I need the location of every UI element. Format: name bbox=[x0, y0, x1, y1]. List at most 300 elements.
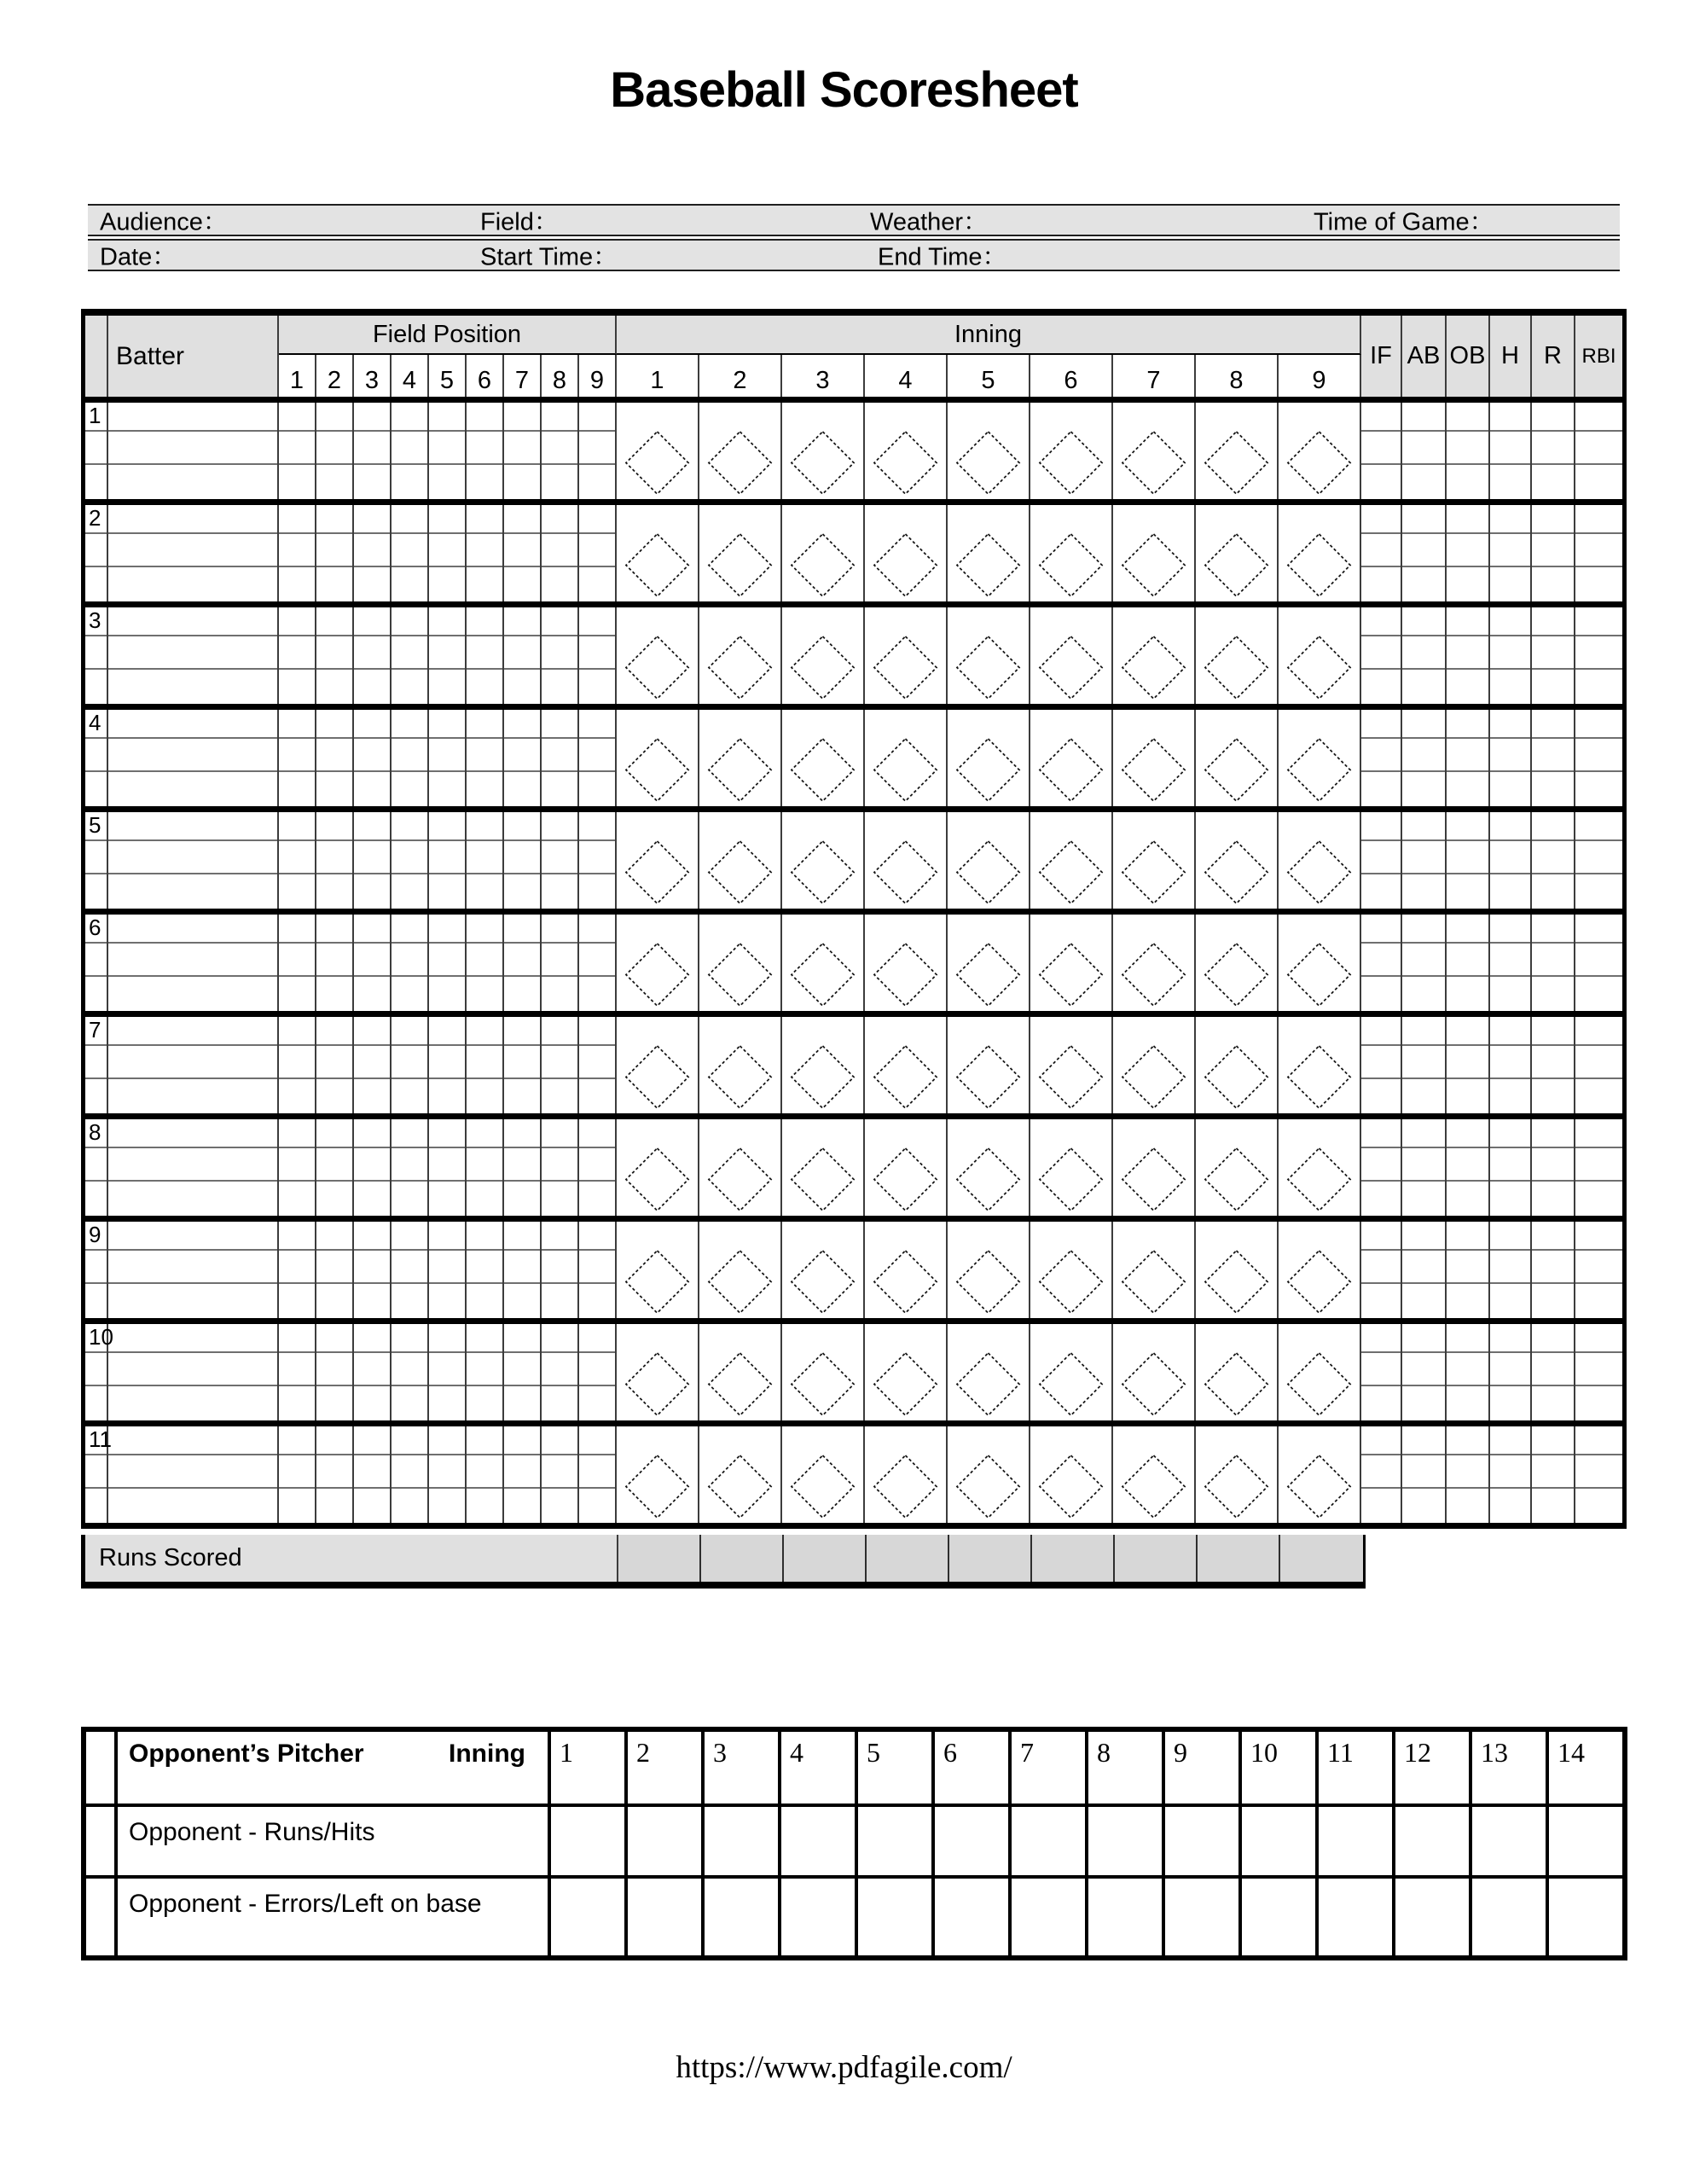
position-cell[interactable] bbox=[542, 1119, 579, 1216]
position-cell-line[interactable] bbox=[429, 739, 465, 772]
stat-cell-line[interactable] bbox=[1490, 465, 1530, 499]
inning-cell[interactable] bbox=[1196, 915, 1279, 1011]
stat-cell-line[interactable] bbox=[1532, 607, 1574, 636]
inning-cell[interactable] bbox=[1113, 403, 1196, 499]
stat-cell-line[interactable] bbox=[1490, 1455, 1530, 1489]
position-cell-line[interactable] bbox=[392, 710, 427, 739]
inning-cell[interactable] bbox=[1196, 1222, 1279, 1318]
stat-cell-line[interactable] bbox=[1361, 977, 1401, 1011]
stat-cell[interactable] bbox=[1402, 1017, 1447, 1113]
position-cell-line[interactable] bbox=[354, 1182, 390, 1216]
stat-cell-line[interactable] bbox=[1575, 710, 1622, 739]
inning-cell[interactable] bbox=[782, 812, 865, 909]
position-cell-line[interactable] bbox=[542, 1046, 577, 1079]
position-cell[interactable] bbox=[579, 1119, 617, 1216]
position-cell-line[interactable] bbox=[279, 1079, 315, 1113]
position-cell-line[interactable] bbox=[429, 1284, 465, 1318]
stat-cell-line[interactable] bbox=[1402, 1455, 1445, 1489]
stat-cell-line[interactable] bbox=[1447, 812, 1488, 841]
position-cell-line[interactable] bbox=[542, 670, 577, 704]
position-cell[interactable] bbox=[316, 403, 354, 499]
position-cell-line[interactable] bbox=[354, 1222, 390, 1251]
position-cell-line[interactable] bbox=[316, 465, 352, 499]
position-cell-line[interactable] bbox=[392, 915, 427, 944]
stat-cell-line[interactable] bbox=[1447, 944, 1488, 977]
stat-cell-line[interactable] bbox=[1447, 636, 1488, 670]
stat-cell-line[interactable] bbox=[1575, 505, 1622, 534]
batter-name-cell[interactable] bbox=[108, 1324, 279, 1420]
inning-cell[interactable] bbox=[699, 607, 782, 704]
position-cell-line[interactable] bbox=[542, 812, 577, 841]
position-cell[interactable] bbox=[316, 1222, 354, 1318]
stat-cell-line[interactable] bbox=[1361, 944, 1401, 977]
batter-name-cell-line[interactable] bbox=[108, 944, 277, 977]
position-cell-line[interactable] bbox=[542, 739, 577, 772]
position-cell-line[interactable] bbox=[316, 607, 352, 636]
batter-name-cell-line[interactable] bbox=[108, 567, 277, 601]
position-cell-line[interactable] bbox=[579, 1386, 615, 1420]
stat-cell-line[interactable] bbox=[1490, 1386, 1530, 1420]
position-cell-line[interactable] bbox=[279, 841, 315, 874]
inning-cell[interactable] bbox=[617, 403, 699, 499]
stat-cell-line[interactable] bbox=[1575, 977, 1622, 1011]
position-cell-line[interactable] bbox=[467, 1222, 502, 1251]
position-cell-line[interactable] bbox=[354, 505, 390, 534]
position-cell-line[interactable] bbox=[504, 534, 540, 567]
inning-cell[interactable] bbox=[865, 505, 948, 601]
inning-cell[interactable] bbox=[1113, 812, 1196, 909]
position-cell[interactable] bbox=[579, 915, 617, 1011]
inning-cell[interactable] bbox=[782, 607, 865, 704]
position-cell-line[interactable] bbox=[467, 534, 502, 567]
stat-cell-line[interactable] bbox=[1402, 739, 1445, 772]
position-cell[interactable] bbox=[429, 710, 467, 806]
inning-cell[interactable] bbox=[1279, 710, 1361, 806]
position-cell-line[interactable] bbox=[467, 1455, 502, 1489]
position-cell-line[interactable] bbox=[579, 567, 615, 601]
position-cell-line[interactable] bbox=[579, 670, 615, 704]
stat-cell-line[interactable] bbox=[1402, 1046, 1445, 1079]
inning-cell[interactable] bbox=[1279, 915, 1361, 1011]
position-cell-line[interactable] bbox=[542, 874, 577, 909]
stat-cell-line[interactable] bbox=[1447, 874, 1488, 909]
inning-cell[interactable] bbox=[782, 1222, 865, 1318]
opponent-cell[interactable] bbox=[1238, 1804, 1315, 1875]
opponent-cell[interactable] bbox=[1162, 1804, 1238, 1875]
position-cell-line[interactable] bbox=[579, 1079, 615, 1113]
stat-cell-line[interactable] bbox=[1490, 432, 1530, 465]
stat-cell[interactable] bbox=[1447, 1324, 1490, 1420]
position-cell[interactable] bbox=[279, 607, 316, 704]
batter-name-cell-line[interactable] bbox=[108, 1284, 277, 1318]
position-cell-line[interactable] bbox=[504, 607, 540, 636]
stat-cell[interactable] bbox=[1490, 1017, 1532, 1113]
position-cell-line[interactable] bbox=[279, 465, 315, 499]
position-cell[interactable] bbox=[467, 1222, 504, 1318]
stat-cell-line[interactable] bbox=[1532, 636, 1574, 670]
position-cell-line[interactable] bbox=[316, 1046, 352, 1079]
position-cell-line[interactable] bbox=[354, 1426, 390, 1455]
stat-cell-line[interactable] bbox=[1490, 636, 1530, 670]
stat-cell[interactable] bbox=[1402, 1222, 1447, 1318]
stat-cell-line[interactable] bbox=[1532, 1148, 1574, 1182]
stat-cell-line[interactable] bbox=[1490, 1079, 1530, 1113]
position-cell[interactable] bbox=[467, 607, 504, 704]
stat-cell-line[interactable] bbox=[1402, 1324, 1445, 1353]
stat-cell[interactable] bbox=[1532, 1017, 1575, 1113]
stat-cell-line[interactable] bbox=[1402, 772, 1445, 806]
batter-name-cell-line[interactable] bbox=[108, 505, 277, 534]
stat-cell-line[interactable] bbox=[1361, 607, 1401, 636]
inning-cell[interactable] bbox=[865, 403, 948, 499]
position-cell-line[interactable] bbox=[579, 1119, 615, 1148]
position-cell[interactable] bbox=[354, 1119, 392, 1216]
stat-cell-line[interactable] bbox=[1447, 1119, 1488, 1148]
position-cell[interactable] bbox=[467, 403, 504, 499]
position-cell[interactable] bbox=[467, 1119, 504, 1216]
stat-cell[interactable] bbox=[1402, 403, 1447, 499]
position-cell-line[interactable] bbox=[579, 1251, 615, 1284]
stat-cell-line[interactable] bbox=[1361, 772, 1401, 806]
position-cell[interactable] bbox=[392, 505, 429, 601]
position-cell-line[interactable] bbox=[279, 1353, 315, 1386]
position-cell[interactable] bbox=[392, 1324, 429, 1420]
runs-scored-cell[interactable] bbox=[1280, 1535, 1363, 1582]
position-cell-line[interactable] bbox=[542, 944, 577, 977]
position-cell-line[interactable] bbox=[467, 432, 502, 465]
stat-cell-line[interactable] bbox=[1575, 1386, 1622, 1420]
stat-cell-line[interactable] bbox=[1575, 1182, 1622, 1216]
batter-name-cell-line[interactable] bbox=[108, 432, 277, 465]
position-cell-line[interactable] bbox=[579, 1182, 615, 1216]
position-cell-line[interactable] bbox=[542, 772, 577, 806]
position-cell-line[interactable] bbox=[392, 1386, 427, 1420]
position-cell[interactable] bbox=[316, 505, 354, 601]
opponent-cell[interactable] bbox=[931, 1875, 1008, 1955]
inning-cell[interactable] bbox=[782, 915, 865, 1011]
position-cell-line[interactable] bbox=[392, 1353, 427, 1386]
position-cell-line[interactable] bbox=[579, 1455, 615, 1489]
position-cell-line[interactable] bbox=[279, 1119, 315, 1148]
position-cell[interactable] bbox=[316, 710, 354, 806]
position-cell-line[interactable] bbox=[279, 403, 315, 432]
stat-cell-line[interactable] bbox=[1532, 670, 1574, 704]
stat-cell-line[interactable] bbox=[1402, 432, 1445, 465]
position-cell-line[interactable] bbox=[279, 1386, 315, 1420]
inning-cell[interactable] bbox=[865, 915, 948, 1011]
position-cell-line[interactable] bbox=[392, 1426, 427, 1455]
position-cell-line[interactable] bbox=[429, 1222, 465, 1251]
position-cell-line[interactable] bbox=[579, 1148, 615, 1182]
position-cell-line[interactable] bbox=[579, 636, 615, 670]
inning-cell[interactable] bbox=[1279, 1222, 1361, 1318]
batter-name-cell-line[interactable] bbox=[108, 874, 277, 909]
position-cell[interactable] bbox=[504, 1119, 542, 1216]
stat-cell[interactable] bbox=[1447, 607, 1490, 704]
stat-cell-line[interactable] bbox=[1575, 874, 1622, 909]
stat-cell-line[interactable] bbox=[1402, 505, 1445, 534]
position-cell-line[interactable] bbox=[504, 403, 540, 432]
stat-cell-line[interactable] bbox=[1402, 1079, 1445, 1113]
stat-cell-line[interactable] bbox=[1402, 710, 1445, 739]
inning-cell[interactable] bbox=[699, 812, 782, 909]
position-cell[interactable] bbox=[354, 607, 392, 704]
batter-name-cell-line[interactable] bbox=[108, 607, 277, 636]
position-cell-line[interactable] bbox=[316, 1148, 352, 1182]
stat-cell-line[interactable] bbox=[1575, 772, 1622, 806]
stat-cell[interactable] bbox=[1490, 915, 1532, 1011]
stat-cell-line[interactable] bbox=[1532, 1046, 1574, 1079]
inning-cell[interactable] bbox=[1113, 1426, 1196, 1523]
stat-cell-line[interactable] bbox=[1490, 1148, 1530, 1182]
stat-cell-line[interactable] bbox=[1490, 505, 1530, 534]
opponent-cell[interactable] bbox=[1315, 1875, 1392, 1955]
inning-cell[interactable] bbox=[1030, 1222, 1113, 1318]
position-cell-line[interactable] bbox=[392, 1017, 427, 1046]
position-cell-line[interactable] bbox=[579, 1426, 615, 1455]
position-cell-line[interactable] bbox=[392, 432, 427, 465]
stat-cell-line[interactable] bbox=[1402, 812, 1445, 841]
stat-cell-line[interactable] bbox=[1490, 1182, 1530, 1216]
position-cell-line[interactable] bbox=[542, 841, 577, 874]
position-cell[interactable] bbox=[542, 403, 579, 499]
stat-cell-line[interactable] bbox=[1575, 944, 1622, 977]
stat-cell-line[interactable] bbox=[1361, 1079, 1401, 1113]
runs-scored-cell[interactable] bbox=[618, 1535, 701, 1582]
stat-cell-line[interactable] bbox=[1532, 1386, 1574, 1420]
stat-cell-line[interactable] bbox=[1532, 505, 1574, 534]
position-cell[interactable] bbox=[542, 1222, 579, 1318]
position-cell-line[interactable] bbox=[504, 567, 540, 601]
batter-name-cell-line[interactable] bbox=[108, 812, 277, 841]
position-cell[interactable] bbox=[467, 915, 504, 1011]
position-cell-line[interactable] bbox=[504, 739, 540, 772]
stat-cell-line[interactable] bbox=[1361, 1182, 1401, 1216]
batter-name-cell[interactable] bbox=[108, 1119, 279, 1216]
position-cell-line[interactable] bbox=[504, 1046, 540, 1079]
position-cell[interactable] bbox=[316, 812, 354, 909]
stat-cell-line[interactable] bbox=[1447, 1148, 1488, 1182]
position-cell-line[interactable] bbox=[467, 670, 502, 704]
stat-cell-line[interactable] bbox=[1532, 772, 1574, 806]
position-cell-line[interactable] bbox=[542, 636, 577, 670]
inning-cell[interactable] bbox=[782, 403, 865, 499]
stat-cell-line[interactable] bbox=[1447, 465, 1488, 499]
opponent-cell[interactable] bbox=[1085, 1875, 1162, 1955]
stat-cell-line[interactable] bbox=[1532, 1079, 1574, 1113]
stat-cell-line[interactable] bbox=[1532, 1182, 1574, 1216]
stat-cell-line[interactable] bbox=[1490, 607, 1530, 636]
position-cell-line[interactable] bbox=[316, 1353, 352, 1386]
stat-cell-line[interactable] bbox=[1447, 1251, 1488, 1284]
stat-cell-line[interactable] bbox=[1490, 915, 1530, 944]
stat-cell-line[interactable] bbox=[1575, 465, 1622, 499]
stat-cell[interactable] bbox=[1575, 1017, 1622, 1113]
stat-cell[interactable] bbox=[1447, 1222, 1490, 1318]
position-cell-line[interactable] bbox=[429, 534, 465, 567]
stat-cell-line[interactable] bbox=[1490, 841, 1530, 874]
stat-cell-line[interactable] bbox=[1575, 739, 1622, 772]
stat-cell-line[interactable] bbox=[1575, 1426, 1622, 1455]
batter-name-cell-line[interactable] bbox=[108, 1386, 277, 1420]
position-cell[interactable] bbox=[579, 1017, 617, 1113]
position-cell-line[interactable] bbox=[392, 944, 427, 977]
position-cell-line[interactable] bbox=[392, 1489, 427, 1523]
position-cell[interactable] bbox=[504, 710, 542, 806]
batter-name-cell-line[interactable] bbox=[108, 636, 277, 670]
position-cell-line[interactable] bbox=[429, 636, 465, 670]
position-cell-line[interactable] bbox=[392, 534, 427, 567]
position-cell[interactable] bbox=[542, 1426, 579, 1523]
position-cell-line[interactable] bbox=[429, 465, 465, 499]
stat-cell-line[interactable] bbox=[1361, 1426, 1401, 1455]
position-cell-line[interactable] bbox=[392, 607, 427, 636]
position-cell-line[interactable] bbox=[392, 465, 427, 499]
opponent-cell[interactable] bbox=[624, 1804, 701, 1875]
stat-cell[interactable] bbox=[1532, 505, 1575, 601]
batter-name-cell[interactable] bbox=[108, 1426, 279, 1523]
stat-cell-line[interactable] bbox=[1575, 1046, 1622, 1079]
inning-cell[interactable] bbox=[1030, 1324, 1113, 1420]
position-cell-line[interactable] bbox=[429, 1455, 465, 1489]
stat-cell-line[interactable] bbox=[1361, 1222, 1401, 1251]
inning-cell[interactable] bbox=[1030, 1119, 1113, 1216]
stat-cell[interactable] bbox=[1402, 1119, 1447, 1216]
position-cell[interactable] bbox=[579, 1222, 617, 1318]
position-cell-line[interactable] bbox=[429, 607, 465, 636]
position-cell-line[interactable] bbox=[542, 505, 577, 534]
position-cell-line[interactable] bbox=[504, 1284, 540, 1318]
stat-cell-line[interactable] bbox=[1532, 1426, 1574, 1455]
stat-cell-line[interactable] bbox=[1447, 1386, 1488, 1420]
stat-cell-line[interactable] bbox=[1490, 1324, 1530, 1353]
opponent-cell[interactable] bbox=[1469, 1875, 1546, 1955]
position-cell-line[interactable] bbox=[392, 1222, 427, 1251]
position-cell-line[interactable] bbox=[429, 710, 465, 739]
inning-cell[interactable] bbox=[1279, 403, 1361, 499]
inning-cell[interactable] bbox=[1113, 1017, 1196, 1113]
inning-cell[interactable] bbox=[699, 1426, 782, 1523]
stat-cell-line[interactable] bbox=[1447, 710, 1488, 739]
position-cell-line[interactable] bbox=[279, 874, 315, 909]
position-cell-line[interactable] bbox=[392, 739, 427, 772]
batter-name-cell[interactable] bbox=[108, 915, 279, 1011]
position-cell[interactable] bbox=[316, 1119, 354, 1216]
opponent-cell[interactable] bbox=[1546, 1875, 1622, 1955]
position-cell-line[interactable] bbox=[316, 739, 352, 772]
position-cell-line[interactable] bbox=[392, 1148, 427, 1182]
position-cell-line[interactable] bbox=[579, 1284, 615, 1318]
position-cell-line[interactable] bbox=[429, 841, 465, 874]
position-cell-line[interactable] bbox=[467, 977, 502, 1011]
runs-scored-cell[interactable] bbox=[1198, 1535, 1280, 1582]
stat-cell-line[interactable] bbox=[1447, 977, 1488, 1011]
batter-name-cell-line[interactable] bbox=[108, 534, 277, 567]
position-cell-line[interactable] bbox=[504, 1222, 540, 1251]
batter-name-cell-line[interactable] bbox=[108, 1119, 277, 1148]
position-cell-line[interactable] bbox=[542, 1489, 577, 1523]
stat-cell-line[interactable] bbox=[1402, 670, 1445, 704]
position-cell[interactable] bbox=[392, 403, 429, 499]
inning-cell[interactable] bbox=[1196, 1119, 1279, 1216]
stat-cell-line[interactable] bbox=[1490, 944, 1530, 977]
position-cell[interactable] bbox=[504, 505, 542, 601]
stat-cell-line[interactable] bbox=[1361, 739, 1401, 772]
position-cell[interactable] bbox=[542, 710, 579, 806]
stat-cell[interactable] bbox=[1402, 1426, 1447, 1523]
position-cell-line[interactable] bbox=[467, 874, 502, 909]
position-cell-line[interactable] bbox=[579, 1222, 615, 1251]
position-cell-line[interactable] bbox=[354, 1455, 390, 1489]
position-cell-line[interactable] bbox=[504, 710, 540, 739]
stat-cell[interactable] bbox=[1402, 505, 1447, 601]
position-cell-line[interactable] bbox=[279, 739, 315, 772]
position-cell[interactable] bbox=[392, 915, 429, 1011]
position-cell[interactable] bbox=[354, 505, 392, 601]
position-cell[interactable] bbox=[316, 1426, 354, 1523]
stat-cell-line[interactable] bbox=[1575, 403, 1622, 432]
position-cell-line[interactable] bbox=[279, 772, 315, 806]
stat-cell[interactable] bbox=[1575, 710, 1622, 806]
position-cell[interactable] bbox=[504, 1426, 542, 1523]
position-cell-line[interactable] bbox=[354, 403, 390, 432]
inning-cell[interactable] bbox=[1196, 607, 1279, 704]
inning-cell[interactable] bbox=[948, 1426, 1030, 1523]
position-cell[interactable] bbox=[392, 710, 429, 806]
inning-cell[interactable] bbox=[699, 1222, 782, 1318]
position-cell-line[interactable] bbox=[354, 1079, 390, 1113]
stat-cell-line[interactable] bbox=[1361, 670, 1401, 704]
inning-cell[interactable] bbox=[1030, 915, 1113, 1011]
inning-cell[interactable] bbox=[865, 1324, 948, 1420]
position-cell-line[interactable] bbox=[354, 1284, 390, 1318]
position-cell-line[interactable] bbox=[279, 670, 315, 704]
position-cell-line[interactable] bbox=[504, 1489, 540, 1523]
position-cell-line[interactable] bbox=[354, 1386, 390, 1420]
stat-cell-line[interactable] bbox=[1361, 915, 1401, 944]
position-cell-line[interactable] bbox=[429, 944, 465, 977]
position-cell[interactable] bbox=[579, 812, 617, 909]
position-cell-line[interactable] bbox=[279, 1017, 315, 1046]
stat-cell-line[interactable] bbox=[1532, 1455, 1574, 1489]
position-cell-line[interactable] bbox=[429, 812, 465, 841]
batter-name-cell-line[interactable] bbox=[108, 1148, 277, 1182]
batter-name-cell[interactable] bbox=[108, 1222, 279, 1318]
stat-cell[interactable] bbox=[1490, 812, 1532, 909]
position-cell[interactable] bbox=[579, 403, 617, 499]
position-cell-line[interactable] bbox=[429, 1324, 465, 1353]
position-cell[interactable] bbox=[504, 403, 542, 499]
position-cell[interactable] bbox=[354, 710, 392, 806]
position-cell-line[interactable] bbox=[467, 403, 502, 432]
position-cell-line[interactable] bbox=[467, 1182, 502, 1216]
stat-cell[interactable] bbox=[1490, 607, 1532, 704]
position-cell-line[interactable] bbox=[354, 636, 390, 670]
stat-cell-line[interactable] bbox=[1447, 841, 1488, 874]
position-cell-line[interactable] bbox=[467, 710, 502, 739]
position-cell-line[interactable] bbox=[392, 812, 427, 841]
opponent-cell[interactable] bbox=[1315, 1804, 1392, 1875]
position-cell-line[interactable] bbox=[279, 944, 315, 977]
position-cell[interactable] bbox=[429, 812, 467, 909]
stat-cell-line[interactable] bbox=[1532, 1284, 1574, 1318]
stat-cell-line[interactable] bbox=[1490, 710, 1530, 739]
inning-cell[interactable] bbox=[617, 1324, 699, 1420]
stat-cell-line[interactable] bbox=[1402, 1284, 1445, 1318]
stat-cell-line[interactable] bbox=[1532, 403, 1574, 432]
stat-cell-line[interactable] bbox=[1361, 841, 1401, 874]
position-cell-line[interactable] bbox=[467, 1386, 502, 1420]
